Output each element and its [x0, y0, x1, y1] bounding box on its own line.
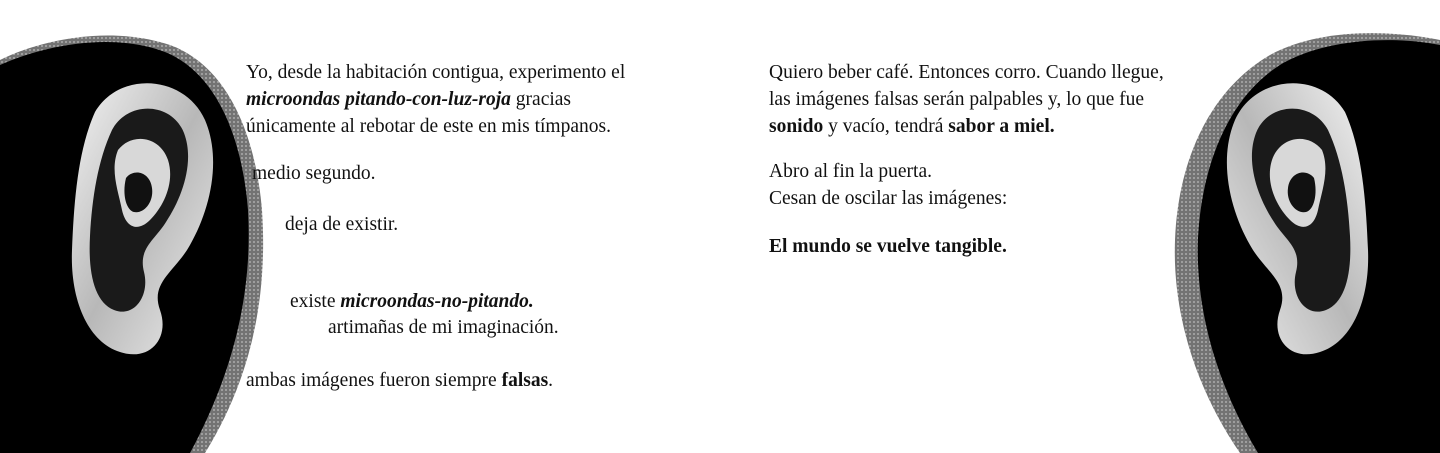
right-para-line-3 [769, 113, 1164, 140]
bold-mundo-tangible: El mundo se vuelve tangible. [769, 236, 1007, 257]
abro-line: Abro al fin la puerta. [769, 161, 932, 182]
line-ambas-imagenes [246, 367, 553, 394]
medio-segundo-text: medio segundo. [252, 163, 376, 184]
right-para-line-2: las imágenes falsas serán palpables y, lo que fue [769, 89, 1145, 110]
left-page-text [246, 59, 625, 140]
left-para-line-2 [246, 86, 625, 113]
left-para-line-1: Yo, desde la habitación contigua, experimento el [246, 62, 626, 83]
line-existe [290, 288, 534, 315]
ambas-suffix: . [548, 370, 554, 391]
bold-sabor-a-miel: sabor a miel. [948, 116, 1055, 137]
left-para-line-2-rest: gracias [510, 89, 572, 110]
final-line [769, 233, 1007, 260]
ambas-prefix: ambas imágenes fueron siempre [246, 370, 502, 391]
bold-sonido: sonido [769, 116, 824, 137]
ear-illustration-left [0, 0, 280, 453]
bold-falsas: falsas [501, 370, 549, 391]
right-page-text [769, 59, 1164, 140]
line-artimanas [328, 314, 559, 341]
deja-de-existir-text: deja de existir. [285, 214, 399, 235]
existe-prefix: existe [290, 291, 341, 312]
right-abro-block [769, 158, 1007, 212]
cesan-line: Cesan de oscilar las imágenes: [769, 188, 1008, 209]
ear-illustration-right [1140, 0, 1440, 453]
right-para-line-1: Quiero beber café. Entonces corro. Cuando llegue, [769, 62, 1164, 83]
left-para-line-3: únicamente al rebotar de este en mis tímpanos. [246, 116, 611, 137]
right-line-3-mid: y vacío, tendrá [823, 116, 949, 137]
line-deja-de-existir [285, 211, 398, 238]
emphasis-microondas-no-pitando: microondas-no-pitando. [340, 291, 534, 312]
artimanas-text: artimañas de mi imaginación. [328, 317, 559, 338]
emphasis-microondas-pitando: microondas pitando-con-luz-roja [246, 89, 511, 110]
line-medio-segundo [252, 160, 375, 187]
